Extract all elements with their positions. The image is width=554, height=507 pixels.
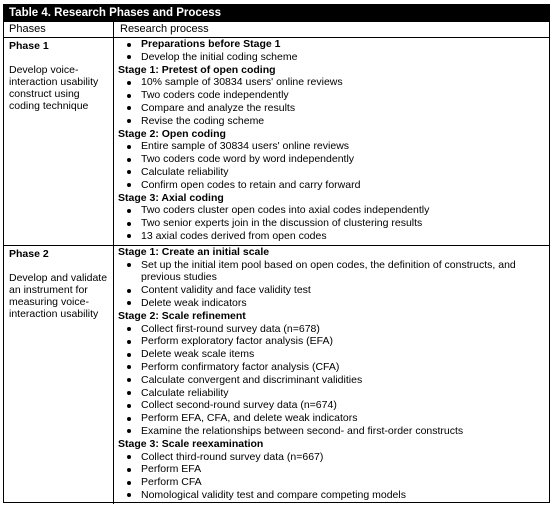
phase-description: Develop and validate an instrument for measuring voice-interaction usability (9, 271, 108, 320)
phase-row-1 (4, 38, 549, 246)
stage-list (118, 204, 543, 242)
phase-cell (4, 246, 114, 504)
list-item: Entire sample of 30834 users' online reviews (118, 140, 543, 153)
list-item: Revise the coding scheme (118, 115, 543, 128)
stage-list (118, 451, 543, 502)
phase-cell (4, 38, 114, 245)
phase-description: Develop voice-interaction usability construct using coding technique (9, 64, 99, 112)
table-title: Table 4. Research Phases and Process (4, 5, 549, 22)
list-item: Calculate convergent and discriminant validities (118, 374, 543, 387)
list-item: 13 axial codes derived from open codes (118, 230, 543, 243)
stage-list (118, 76, 543, 127)
research-phases-table (3, 4, 550, 503)
list-item: Collect second-round survey data (n=674) (118, 399, 543, 412)
list-item: Calculate reliability (118, 387, 543, 400)
phase-name: Phase 2 (9, 247, 49, 260)
list-item: Delete weak scale items (118, 348, 543, 361)
list-item: Examine the relationships between second- and first-order constructs (118, 425, 543, 438)
stage-list (118, 259, 543, 310)
stage-heading: Stage 2: Scale refinement (118, 309, 246, 322)
phase-row-2 (4, 246, 549, 504)
list-item: Two coders cluster open codes into axial codes independently (118, 204, 543, 217)
list-item: Two coders code word by word independently (118, 153, 543, 166)
list-item: Perform exploratory factor analysis (EFA) (118, 335, 543, 348)
list-item: Content validity and face validity test (118, 284, 543, 297)
pre-stage-list (118, 38, 543, 64)
list-item: Perform EFA, CFA, and delete weak indicators (118, 412, 543, 425)
stage-heading: Stage 2: Open coding (118, 127, 226, 140)
header-row (4, 22, 549, 38)
list-item: Calculate reliability (118, 166, 543, 179)
list-item: Perform confirmatory factor analysis (CFA) (118, 361, 543, 374)
list-item: Collect first-round survey data (n=678) (118, 323, 543, 336)
list-item: Nomological validity test and compare competing models (118, 489, 543, 502)
list-item: Preparations before Stage 1 (118, 38, 543, 51)
list-item: Perform CFA (118, 476, 543, 489)
table-body (4, 38, 549, 504)
stage-heading: Stage 3: Scale reexamination (118, 437, 264, 450)
list-item: Delete weak indicators (118, 297, 543, 310)
process-cell (114, 38, 549, 245)
stage-heading: Stage 3: Axial coding (118, 191, 224, 204)
list-item: Confirm open codes to retain and carry forward (118, 179, 543, 192)
list-item: Set up the initial item pool based on open codes, the definition of constructs, and previous studies (118, 259, 543, 285)
header-process: Research process (120, 23, 209, 35)
phase-name: Phase 1 (9, 40, 49, 52)
list-item: Two coders code independently (118, 89, 543, 102)
stage-heading: Stage 1: Pretest of open coding (118, 63, 276, 76)
list-item: Perform EFA (118, 463, 543, 476)
list-item: Collect third-round survey data (n=667) (118, 451, 543, 464)
stage-list (118, 140, 543, 191)
process-cell (114, 246, 549, 504)
list-item: Two senior experts join in the discussion of clustering results (118, 217, 543, 230)
stage-heading: Stage 1: Create an initial scale (118, 245, 270, 258)
stage-list (118, 323, 543, 438)
list-item: Compare and analyze the results (118, 102, 543, 115)
header-phases: Phases (4, 22, 114, 37)
list-item: Develop the initial coding scheme (118, 51, 543, 64)
list-item: 10% sample of 30834 users' online reviews (118, 76, 543, 89)
